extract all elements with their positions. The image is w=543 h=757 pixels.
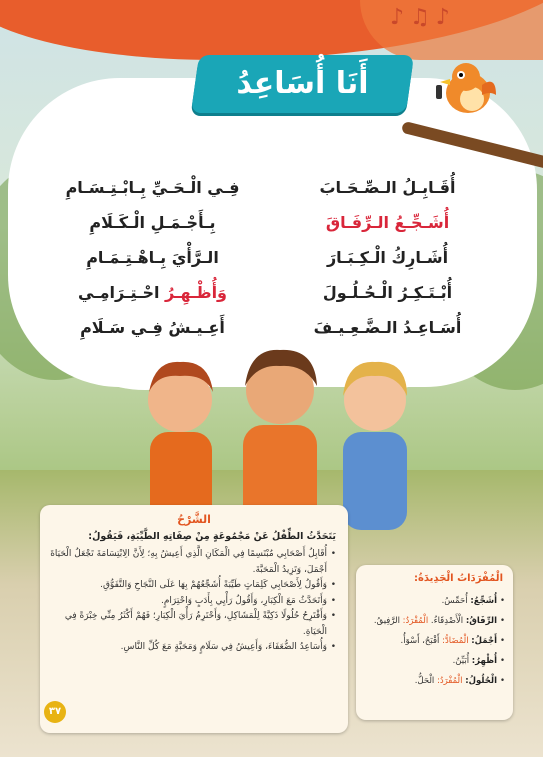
vocab-singular: الْحَلُّ. xyxy=(414,676,437,686)
poem-row xyxy=(55,240,485,275)
list-item xyxy=(360,671,505,691)
poem-verse-left: بِـأَجْـمَـلِ الْـكَـلَامِ xyxy=(89,213,216,232)
list-item xyxy=(360,651,505,671)
vocab-meaning: أُحَمِّسُ. xyxy=(441,596,471,606)
list-item: • وَأُسَاعِدُ الضُّعَفَاءَ، وَأَعِيشُ فِي سَلَامٍ وَمَحَبَّةٍ مَعَ كُلِّ النَّاسِ. xyxy=(46,640,336,656)
poem-verse-right: أُشَـجِّـعُ الـرِّفَـاقَ xyxy=(325,213,450,232)
poem-verse-left: فِـي الْـحَـيِّ بِـابْـتِـسَـامِ xyxy=(65,178,240,197)
explanation-box xyxy=(40,505,348,733)
verse-rest: احْـتِـرَامِـي xyxy=(77,283,166,302)
poem-row xyxy=(55,205,485,240)
list-item: • وَأَتَحَدَّثُ مَعَ الْكِبَارِ، وَأَقُولُ رَأْيِي بِأَدَبٍ وَاحْتِرَامٍ. xyxy=(46,594,336,610)
highlighted-word: وَأُظْـهِـرُ xyxy=(165,283,227,302)
explanation-title: الشَّرْحُ xyxy=(177,513,211,526)
poem-verse-left xyxy=(55,283,250,302)
explanation-intro: يَتَحَدَّثُ الطِّفْلُ عَنْ مَجْمُوعَةٍ مِنْ صِفَاتِهِ الطَّيِّبَةِ، فَيَقُولُ: xyxy=(88,531,336,542)
list-item: • وَأَقُولُ لِأَصْحَابِي كَلِمَاتٍ طَيِّبَةً أُشَجِّعُهُمْ بِهَا عَلَى النَّجَاحِ وَالتَّفَوُّقِ. xyxy=(46,578,336,594)
vocab-label: الْمُضَادُّ: xyxy=(442,636,469,646)
music-notes-icon: ♪♫♪ xyxy=(390,5,456,30)
list-item: • أُقَابِلُ أَصْحَابِي مُبْتَسِمًا فِي الْمَكَانِ الَّذِي أَعِيشُ بِهِ؛ لِأَنَّ الِابْتِسَامَةَ تَجْعَلُ الْحَيَاةَ أَجْمَلَ، وَتَزِيدُ الْمَحَبَّةَ. xyxy=(46,547,336,578)
three-boys-illustration xyxy=(135,330,425,530)
vocabulary-title: الْمُفْرَدَاتُ الْجَدِيدَةُ: xyxy=(414,573,503,584)
vocab-meaning: الْأَصْدِقَاءُ. xyxy=(428,616,466,626)
list-item xyxy=(360,591,505,611)
poem-row xyxy=(55,275,485,310)
list-item: • وَأَقْتَرِحُ حُلُولًا ذَكِيَّةً لِلْمَشَاكِلِ، وَأَحْتَرِمُ رَأْيَ الْكِبَارِ؛ فَهُمْ أَكْثَرُ مِنِّي خِبْرَةً فِي الْحَيَاةِ. xyxy=(46,609,336,640)
vocab-word: أَجْمَلُ: xyxy=(471,636,497,646)
vocabulary-list xyxy=(360,591,505,691)
vocab-label: الْمُفْرَدُ: xyxy=(436,676,463,686)
vocab-antonym: أَقْبَحُ، أَسْوَأُ. xyxy=(400,636,443,646)
vocab-meaning: أُبَيِّنُ. xyxy=(452,656,472,666)
poem-verse-left: الـرَّأْيَ بِـاهْـتِـمَـامِ xyxy=(86,248,219,267)
poem-verse-right: أُشَـارِكُ الْـكِـبَـارَ xyxy=(326,248,449,267)
poem-verse-left: أَعِـيـشُ فِـي سَـلَامِ xyxy=(80,318,225,337)
vocab-word: الْحُلُولُ: xyxy=(465,676,497,686)
lesson-title: أَنَا أُسَاعِدُ xyxy=(236,66,369,101)
poem xyxy=(55,170,485,345)
list-item xyxy=(360,611,505,631)
poem-verse-right: أُقَـابِـلُ الـصِّـحَـابَ xyxy=(319,178,456,197)
singing-bird-icon xyxy=(430,55,500,120)
poem-verse-right: أُبْـتَـكِـرُ الْـحُـلُـولَ xyxy=(322,283,453,302)
vocab-word: أُظْهِرُ: xyxy=(471,656,497,666)
vocab-word: الرِّفَاقُ: xyxy=(465,616,497,626)
poem-row xyxy=(55,170,485,205)
explanation-list xyxy=(46,547,336,656)
vocab-singular: الرَّفِيقُ. xyxy=(373,616,403,626)
vocab-word: أُشَجِّعُ: xyxy=(470,596,497,606)
poem-verse-right: أُسَـاعِـدُ الـضَّـعِـيـفَ xyxy=(313,318,462,337)
vocab-label: الْمُفْرَدُ: xyxy=(402,616,429,626)
vocabulary-box xyxy=(356,565,513,720)
page-number: ٣٧ xyxy=(44,701,66,723)
list-item xyxy=(360,631,505,651)
